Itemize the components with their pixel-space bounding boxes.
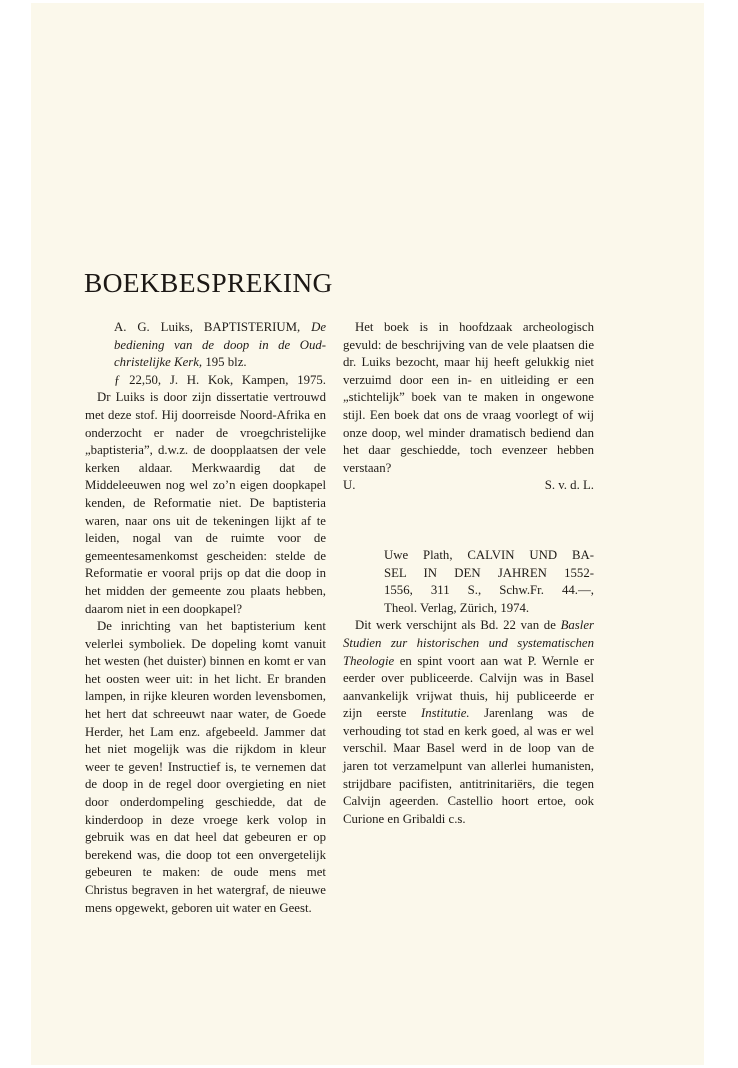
signature	[343, 477, 594, 495]
paragraph: Het boek is in hoofdzaak archeologisch gevuld: de beschrijving van de vele plaatsen die dr. Luiks bezocht, maar hij heeft gelukkig niet verzuimd door een in- en uitleiding er een „stichtelijk” boek van te maken in ongewone stijl. Een boek dat ons de vraag voorlegt of wij onze doop, wel minder dramatisch bediend dan het daar geschiedde, toch evenzeer hebben verstaan?	[343, 320, 594, 475]
book-publisher: ƒ 22,50, J. H. Kok, Kampen, 1975.	[114, 372, 326, 387]
book-author-title: A. G. Luiks, BAPTISTERIUM,	[114, 320, 301, 334]
book-subtitle: De bediening van de doop in de Oud-christelijke Kerk,	[114, 320, 326, 370]
signature-right: S. v. d. L.	[544, 478, 594, 493]
book-heading-line: Theol. Verlag, Zürich, 1974.	[384, 600, 530, 615]
signature-left: U.	[343, 478, 356, 493]
series-title: Basler Studien zur historischen und systematischen Theologie	[343, 618, 594, 668]
paragraph	[343, 617, 594, 828]
book-heading-line: SEL IN DEN JAHREN 1552-	[384, 565, 594, 580]
book-pages: 195 blz.	[205, 355, 247, 370]
text: Dit werk verschijnt als Bd. 22 van de	[355, 618, 556, 633]
paragraph: Dr Luiks is door zijn dissertatie vertrouwd met deze stof. Hij doorreisde Noord-Afrika en onderzocht er nader de vroegchristelijke „baptisteria”, d.w.z. de doopplaatsen der vele kerken aldaar. Merkwaardig dat de Middeleeuwen nog wel zo’n eigen doopkapel kenden, de Reformatie niet. De baptisteria waren, naar ons uit de tekeningen lijkt af te leiden, nogal van de ruimte voor de gemeentesamenkomst gescheiden: stelde de Reformatie er vooral prijs op dat die doop in het midden der gemeente zou plaats hebben, daarom niet in een doopkapel?	[85, 390, 326, 616]
review-continuation	[343, 319, 594, 828]
review-luiks	[85, 319, 326, 917]
paragraph: De inrichting van het baptisterium kent velerlei symboliek. De dopeling komt vanuit het westen (het duister) binnen en komt er van het oosten weer uit: in het licht. Er branden lampen, in rijke kleuren worden levensbomen, het hert dat schreeuwt naar water, de Goede Herder, het Lam enz. afgebeeld. Jammer dat het niet mogelijk was die rijkdom in kleur weer te geven! Instructief is, te vernemen dat de doop in de regel door overgieting en niet door onderdompeling geschiedde, dat de kinderdoop in deze vroege kerk volop in gebruik was en dat heel dat gebeuren er op berekend was, die doop tot een onvergetelijk gebeuren te maken: de oude mens met Christus begraven in het watergraf, de nieuwe mens opgewekt, geboren uit water en Geest.	[85, 619, 326, 915]
work-title: Institutie.	[420, 706, 470, 721]
review-heading-plath	[384, 547, 594, 617]
text: en spint voort aan wat P. Wernle er eerder over publiceerde. Calvijn was in Basel aanvankelijk vrijwat thuis, hij publiceerde er zijn eerste	[343, 653, 594, 721]
book-heading-line: 1556, 311 S., Schw.Fr. 44.—,	[384, 583, 594, 598]
review-heading-luiks	[114, 319, 326, 389]
text: Jarenlang was de verhouding tot stad en kerk goed, al was er wel verschil. Maar Basel werd in de loop van de jaren tot verzamelpunt van allerlei humanisten, strijdbare pacifisten, antitrinitariërs, die tegen Calvijn ageerden. Castellio hoort ertoe, ook Curione en Gribaldi c.s.	[343, 706, 594, 826]
page-title: BOEKBESPREKING	[84, 267, 333, 298]
book-heading-line: Uwe Plath, CALVIN UND BA-	[384, 547, 594, 562]
